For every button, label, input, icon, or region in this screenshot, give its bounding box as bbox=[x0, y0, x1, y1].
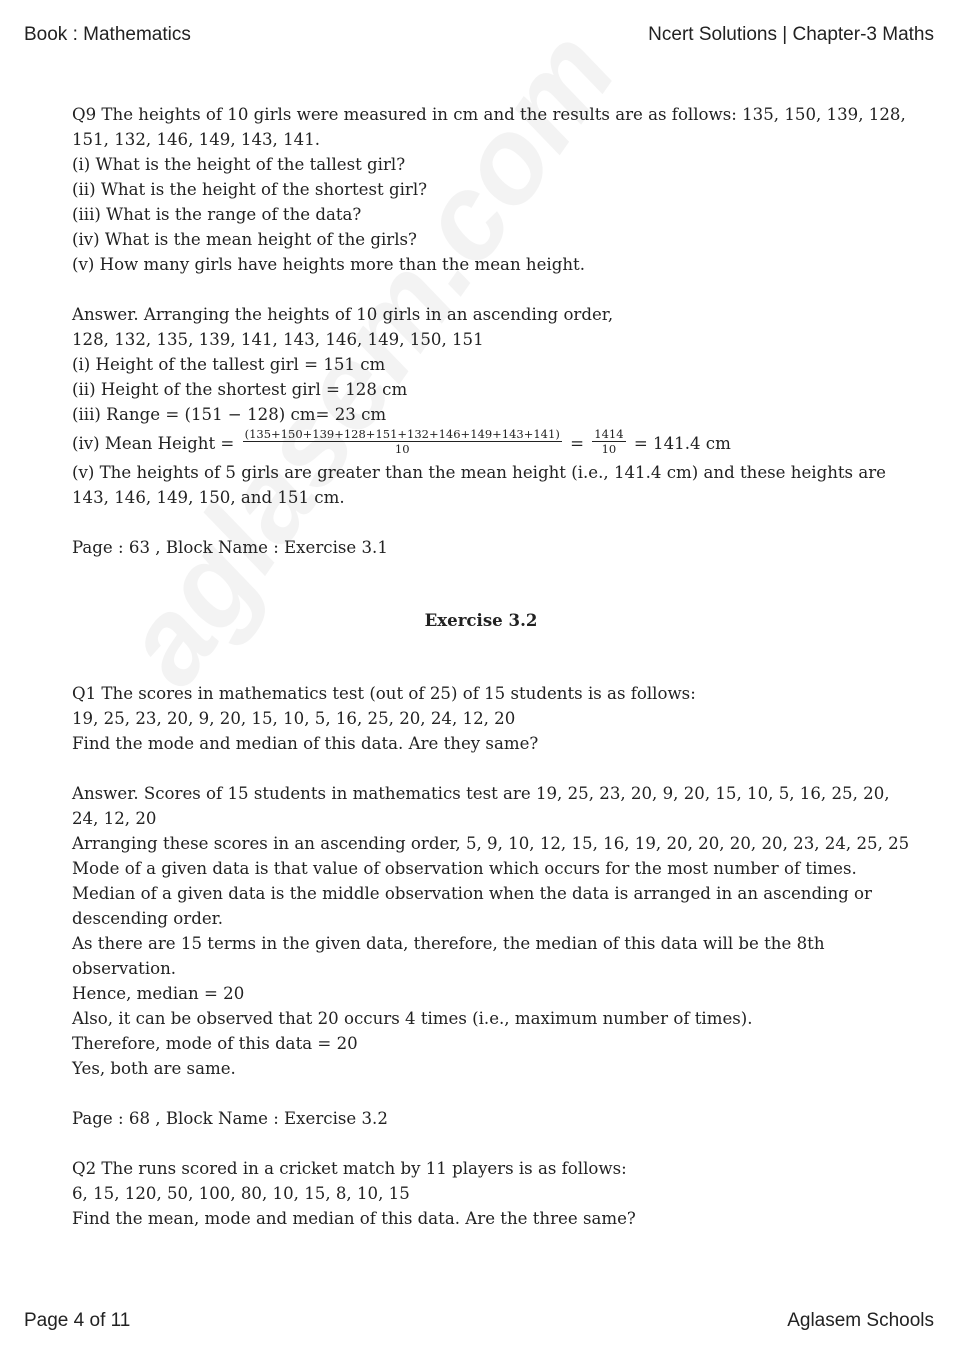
q9-part-iii: (iii) What is the range of the data? bbox=[72, 205, 362, 224]
q9-answer-v: (v) The heights of 5 girls are greater than the mean height (i.e., 141.4 cm) and these heights are 143, 146, 149, 150, and 151 cm. bbox=[72, 463, 886, 507]
mean-sum-fraction bbox=[592, 427, 625, 456]
q9-page-reference: Page : 63 , Block Name : Exercise 3.1 bbox=[72, 538, 388, 557]
q1-answer-line-5: Hence, median = 20 bbox=[72, 984, 245, 1003]
q9-answer-ii: (ii) Height of the shortest girl = 128 cm bbox=[72, 380, 408, 399]
q1-answer-line-3: Mode of a given data is that value of observation which occurs for the most number of times. Median of a given data is the middle observation when the data is arranged in an ascending or descending order. bbox=[72, 859, 872, 928]
q2-ask: Find the mean, mode and median of this data. Are the three same? bbox=[72, 1209, 636, 1228]
document-body bbox=[72, 102, 910, 1231]
header-book-title: Book : Mathematics bbox=[24, 24, 191, 45]
q9-part-ii: (ii) What is the height of the shortest girl? bbox=[72, 180, 428, 199]
q9-part-v: (v) How many girls have heights more than the mean height. bbox=[72, 255, 585, 274]
q9-question-line-2: 151, 132, 146, 149, 143, 141. bbox=[72, 130, 321, 149]
q9-answer-intro: Answer. Arranging the heights of 10 girls in an ascending order, bbox=[72, 305, 614, 324]
q1-data: 19, 25, 23, 20, 9, 20, 15, 10, 5, 16, 25, 20, 24, 12, 20 bbox=[72, 709, 516, 728]
q9-sorted-heights: 128, 132, 135, 139, 141, 143, 146, 149, 150, 151 bbox=[72, 330, 484, 349]
fraction-denominator: 10 bbox=[601, 442, 617, 456]
q9-part-i: (i) What is the height of the tallest girl? bbox=[72, 155, 406, 174]
q1-page-reference: Page : 68 , Block Name : Exercise 3.2 bbox=[72, 1109, 388, 1128]
fraction-denominator: 10 bbox=[394, 442, 410, 456]
q9-answer-iv bbox=[72, 427, 890, 460]
q1-answer-line-8: Yes, both are same. bbox=[72, 1059, 236, 1078]
q9-answer-i: (i) Height of the tallest girl = 151 cm bbox=[72, 355, 386, 374]
mean-height-result: = 141.4 cm bbox=[633, 434, 731, 453]
q1-answer-line-7: Therefore, mode of this data = 20 bbox=[72, 1034, 358, 1053]
q1-question: Q1 The scores in mathematics test (out of 25) of 15 students is as follows: bbox=[72, 684, 696, 703]
q1-answer-line-4: As there are 15 terms in the given data, therefore, the median of this data will be the 8th observation. bbox=[72, 934, 825, 978]
q1-answer-line-6: Also, it can be observed that 20 occurs 4 times (i.e., maximum number of times). bbox=[72, 1009, 753, 1028]
header-chapter-title: Ncert Solutions | Chapter-3 Maths bbox=[648, 24, 934, 45]
q9-part-iv: (iv) What is the mean height of the girls? bbox=[72, 230, 417, 249]
q1-answer-line-2: Arranging these scores in an ascending order, 5, 9, 10, 12, 15, 16, 19, 20, 20, 20, 20, 23, 24, 25, 25 bbox=[72, 834, 910, 853]
footer-publisher: Aglasem Schools bbox=[787, 1310, 934, 1331]
exercise-heading: Exercise 3.2 bbox=[424, 610, 538, 630]
q1-ask: Find the mode and median of this data. Are they same? bbox=[72, 734, 539, 753]
q2-question: Q2 The runs scored in a cricket match by 11 players is as follows: bbox=[72, 1159, 627, 1178]
mean-height-label: (iv) Mean Height = bbox=[72, 434, 235, 453]
q9-answer-iii: (iii) Range = (151 − 128) cm= 23 cm bbox=[72, 405, 387, 424]
q2-data: 6, 15, 120, 50, 100, 80, 10, 15, 8, 10, 15 bbox=[72, 1184, 410, 1203]
equals-sign: = bbox=[570, 434, 584, 453]
footer-page-number: Page 4 of 11 bbox=[24, 1310, 131, 1331]
q9-question-line-1: Q9 The heights of 10 girls were measured in cm and the results are as follows: 135, 150, 139, 128, bbox=[72, 105, 906, 124]
mean-height-fraction bbox=[243, 427, 562, 456]
fraction-numerator: (135+150+139+128+151+132+146+149+143+141) bbox=[244, 427, 560, 441]
q1-answer-line-1: Answer. Scores of 15 students in mathematics test are 19, 25, 23, 20, 9, 20, 15, 10, 5, 16, 25, 20, 24, 12, 20 bbox=[72, 784, 890, 828]
fraction-numerator: 1414 bbox=[594, 427, 624, 441]
